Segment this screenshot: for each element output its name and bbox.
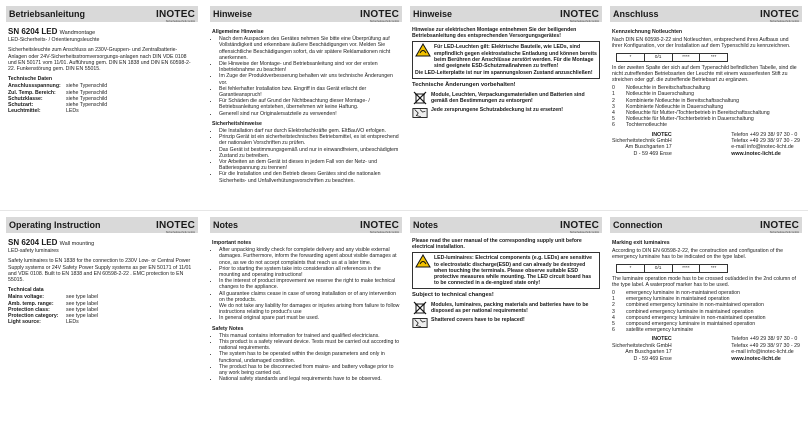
section-header — [210, 6, 402, 22]
marking-title: Kennzeichnung Notleuchten — [612, 29, 683, 35]
website-link[interactable]: www.inotec-licht.de — [731, 150, 781, 157]
list-item: 1 emergency luminaire in maintained operation — [612, 296, 730, 303]
section-title: Anschluss — [613, 9, 659, 19]
list-item: • Generell sind nur Originalersatzteile zu verwenden! — [219, 111, 400, 117]
list-item: • We do not take any liability for damages or injuries arising from failure to follow instructions relating to product's use — [219, 303, 400, 315]
marking-intro: According to DIN EN 60598-2-22, the construction and configuration of the emergency luminaire has to be indicated on the type label. — [612, 248, 784, 261]
tech-row: Leuchtmittel: LEDs — [8, 108, 79, 115]
inotec-logo: INOTEC Sicherheitstechnik GmbH — [560, 219, 599, 234]
esd-warning-box: LED-luminaires: Electrical components (e.g. LEDs) are sensitive to electrostatic discharge(ESD) and can already be destroyed when touching the terminals. Please observe suitable ESD protective measures while mounting. The LED circuit board has to be connected in a de-engized state only! — [412, 252, 600, 289]
cover-note: Shattered covers have to be replaced! — [412, 317, 600, 329]
general-notes-list — [212, 36, 400, 117]
inotec-logo: INOTEC Sicherheitstechnik GmbH — [156, 8, 195, 23]
english-section — [0, 210, 808, 421]
list-item: 3 Kombinierte Notleuchte in Dauerschaltung — [612, 103, 724, 110]
safety-notes-list — [212, 333, 400, 383]
list-item: 0 emergency luminaire in non-maintained operation — [612, 290, 740, 297]
section-title: Hinweise — [213, 9, 253, 19]
list-item: 4 Notleuchte für Mutter-/Tochterbetrieb in Bereitschaftsschaltung — [612, 110, 770, 117]
german-section — [0, 0, 808, 210]
tech-row: Schutzklasse: siehe Typenschild — [8, 95, 108, 102]
section-header — [6, 6, 198, 22]
email-link[interactable]: e-mail info@inotec-licht.de — [731, 144, 794, 151]
list-item: 3 combined emergency luminaire in maintained operation — [612, 308, 754, 315]
tech-data-title: Technical data — [8, 287, 44, 294]
section-header — [210, 217, 402, 233]
marking-mode-text: In der zweiten Spalte der sich auf dem Typenschild befindlichen Tabelle, sind die nicht zutreffenden Betriebsarten der Leuchte mit einem wasserfesten Stift zu streichen oder ggf. die zutreffende Betriebsart zu ergänzen. — [612, 64, 797, 84]
safety-notes-title: Safety Notes — [212, 325, 244, 332]
product-subtitle: LED-Sicherheits- / Orientierungsleuchte — [8, 37, 100, 44]
section-title: Hinweise — [413, 9, 453, 19]
list-item: • Die Hinweise der Montage- und Betriebsanleitung sind vor der ersten Inbetriebnahme zu beachten! — [219, 61, 400, 73]
disposal-note: Modules, luminaires, packing materials and batteries have to be disposed as per national requirements! — [412, 302, 600, 314]
operation-mode-list — [612, 85, 800, 128]
list-item: 2 combined emergency luminaire in non-maintained operation — [612, 302, 764, 309]
installation-hint: Hinweise zur elektrischen Montage entnehmen Sie der beiligenden Betriebsanleitung des entsprechenden Versorgungsgerätes! — [412, 27, 577, 40]
inotec-logo: INOTEC Sicherheitstechnik GmbH — [560, 8, 599, 23]
tech-row: Zul. Temp. Bereich: siehe Typenschild — [8, 89, 108, 96]
column-hints-en — [410, 211, 602, 421]
column-operating-instruction-en — [6, 211, 198, 421]
section-title: Operating Instruction — [9, 220, 101, 230]
list-item: • Vor Arbeiten an dem Gerät ist dieses in jedem Fall von der Netz- und Batteriespannung zu trennen! — [219, 159, 400, 171]
product-name: SN 6204 LED Wandmontage — [8, 27, 96, 36]
list-item: 4 compound emergency luminaire in non-maintained operation — [612, 314, 766, 321]
tech-data-list — [8, 294, 196, 325]
company-contact: INOTEC Sicherheitstechnik GmbH Am Buschgarten 17 D - 59 469 Ense Telefon +49 29 38/ 97 30 - 0 Telefax +49 29 38/ 97 30 - 29 e-mail info@inotec-licht.de www.inotec-licht.de — [612, 336, 800, 362]
important-notes-list — [212, 247, 400, 321]
esd-warning-icon — [415, 255, 431, 267]
type-label-code-table: * 0/1 **** *** — [616, 264, 728, 273]
tech-row: Mains voltage: see type label — [8, 294, 99, 301]
tech-row: Schutzart: siehe Typenschild — [8, 102, 108, 109]
tech-row: Amb. temp. range: see type label — [8, 300, 99, 307]
list-item: • After unpacking kindly check for complete delivery and any visible external damages. Furthermore, inform the forwarding agent about visible damages at once, as we do not accept complaints that reach us at a later time. — [219, 247, 400, 266]
tech-row: Light source: LEDs — [8, 319, 79, 326]
list-item: • Die Installation darf nur durch Elektrofachkräfte gem. EltBauVO erfolgen. — [219, 128, 400, 134]
disposal-note: Module, Leuchten, Verpackungsmaterialien und Batterien sind gemäß den Bestimmungen zu entsorgen! — [412, 92, 600, 104]
marking-mode-text: The luminaire operation mode has to be crossed out/added in the 2nd column of the type label. A waterproof marker has to be used. — [612, 275, 796, 288]
section-title: Connection — [613, 220, 663, 230]
tech-row: Protection class: see type label — [8, 306, 99, 313]
inotec-logo: INOTEC Sicherheitstechnik GmbH — [156, 219, 195, 234]
inotec-logo: INOTEC Sicherheitstechnik GmbH — [760, 219, 799, 234]
technical-changes-note: Technische Änderungen vorbehalten! — [412, 82, 516, 89]
list-item: 1 Notleuchte in Dauerschaltung — [612, 91, 695, 98]
list-item: • Bei fehlerhafter Installation bzw. Eingriff in das Gerät erlischt der Garantieanspruch! — [219, 86, 400, 98]
list-item: • All guarantee claims cease in case of wrong installation or of any intervention on the products. — [219, 291, 400, 303]
list-item: 6 Tochternotleuchte — [612, 122, 667, 129]
list-item: • In general original spare part must be used. — [219, 315, 400, 321]
column-connection-en — [610, 211, 802, 421]
list-item: • The system has to be operated within the design parameters and only in functional, undamaged condition. — [219, 351, 400, 363]
list-item: • This product is a safety relevant device. Tests must be carried out according to national requirements. — [219, 339, 400, 351]
section-title: Notes — [413, 220, 439, 230]
section-header — [6, 217, 198, 233]
product-name: SN 6204 LED Wall mounting — [8, 238, 95, 247]
crossed-bin-icon — [412, 302, 428, 314]
tech-data-title: Technische Daten — [8, 76, 53, 83]
column-connection-de — [610, 0, 802, 210]
section-header — [610, 6, 802, 22]
product-description: Safety luminaires to EN 1838 for the connection to 230V Low- or Central Power Supply systems or 24V Safety Power Supply systems as per EN 50171 of 11/01 and VDE 0108. Built to EN 1838 and EN 60598-2-22 . EMC protection to EN 55015. — [8, 258, 192, 284]
list-item: • The product has to be disconnected from mains- and battery voltage prior to any work being carried out. — [219, 364, 400, 376]
cover-note: Jede zersprungene Schutzabdeckung ist zu ersetzen! — [412, 107, 600, 119]
crossed-bin-icon — [412, 92, 428, 104]
section-header — [410, 6, 602, 22]
list-item: 5 Notleuchte für Mutter-/Tochterbetrieb in Dauerschaltung — [612, 116, 754, 123]
column-notes-de — [210, 0, 402, 210]
list-item: • This manual contains information for trained and qualified electricians. — [219, 333, 400, 339]
type-label-code-table: * 0/1 **** *** — [616, 53, 728, 62]
section-header — [410, 217, 602, 233]
inotec-logo: INOTEC Sicherheitstechnik GmbH — [360, 219, 399, 234]
technical-changes-note: Subject to technical changes! — [412, 292, 494, 299]
list-item: • National safety standards and legal requirements have to be observed. — [219, 376, 400, 382]
email-link[interactable]: e-mail info@inotec-licht.de — [731, 349, 794, 356]
list-item: • Prior to starting the system take into consideration all references in the mounting and operating instructions! — [219, 266, 400, 278]
inotec-logo: INOTEC Sicherheitstechnik GmbH — [360, 8, 399, 23]
important-notes-title: Important notes — [212, 240, 252, 246]
marking-title: Marking exit luminaires — [612, 240, 670, 246]
list-item: • Für Schäden die auf Grund der Nichtbeachtung dieser Montage- / Betriebsanleitung entstehen, übernehmen wir keine Haftung. — [219, 98, 400, 110]
list-item: 2 Kombinierte Notleuchte in Bereitschaftsschaltung — [612, 97, 740, 104]
tech-row: Protection category: see type label — [8, 313, 99, 320]
company-contact: INOTEC Sicherheitstechnik GmbH Am Buschgarten 17 D - 59 469 Ense Telefon +49 29 38/ 97 30 - 0 Telefax +49 29 38/ 97 30 - 29 e-mail info@inotec-licht.de www.inotec-licht.de — [612, 131, 800, 157]
list-item: 0 Notleuchte in Bereitschaftsschaltung — [612, 85, 710, 92]
tech-row: Anschlussspannung: siehe Typenschild — [8, 83, 108, 90]
operation-mode-list — [612, 290, 800, 333]
product-subtitle: LED-safety luminaires — [8, 248, 59, 255]
safety-notes-title: Sicherheitshinweise — [212, 120, 262, 127]
list-item: 6 satellite emergency luminaire — [612, 327, 694, 334]
safety-notes-list — [212, 128, 400, 184]
list-item: • Das Gerät ist bestimmungsgemäß und nur in einwandfreiem, unbeschädigtem Zustand zu betreiben. — [219, 147, 400, 159]
tech-data-list — [8, 83, 196, 114]
list-item: • Für die Installation und den Betrieb dieses Gerätes sind die nationalen Sicherheits- und Unfallverhütungsvorschriften zu beachten. — [219, 171, 400, 183]
circuit-board-note: Die LED-Leiterplatte ist nur im spannungslosen Zustand anzuschließen! — [415, 70, 593, 77]
list-item: • Im Zuge der Produktverbesserung behalten wir uns technische Änderungen vor. — [219, 73, 400, 85]
section-title: Notes — [213, 220, 239, 230]
column-operating-instruction-de — [6, 0, 198, 210]
inotec-logo: INOTEC Sicherheitstechnik GmbH — [760, 8, 799, 23]
installation-hint: Please read the user manual of the corresponding supply unit before electrical installation. — [412, 238, 582, 251]
shattered-cover-icon — [412, 317, 428, 329]
website-link[interactable]: www.inotec-licht.de — [731, 355, 781, 362]
list-item: • Prinzip Gerät ist ein sicherheitstechnisches Betriebsmittel, es ist entsprechend der nationalen Vorschriften zu prüfen. — [219, 134, 400, 146]
column-notes-en — [210, 211, 402, 421]
shattered-cover-icon — [412, 107, 428, 119]
list-item: • In the interest of product improvement we reserve the right to make technical changes to the appliance. — [219, 278, 400, 290]
section-title: Betriebsanleitung — [9, 9, 86, 19]
section-header — [610, 217, 802, 233]
list-item: 5 compound emergency luminaire in maintained operation — [612, 321, 756, 328]
column-hints-de — [410, 0, 602, 210]
list-item: • Nach dem Auspacken des Gerätes nehmen Sie bitte eine Überprüfung auf Vollständigkeit und erkennbare äußere Beschädigungen vor. Melden Sie offensichtliche Beschädigungen sofort, da wir spätere Reklamationen nicht anerkennen. — [219, 36, 400, 61]
product-description: Sicherheitsleuchte zum Anschluss an 230V-Gruppen- und Zentralbatterie-Anlagen oder 24V-Sicherheitsstromversorgungs-anlagen nach DIN VDE 0108 und EN 50171 vom 11/01. Aufführung gem. DIN EN 1838 und DIN EN 60598-2-22. Funkenstörung gem. DIN EN 55015. — [8, 47, 191, 73]
esd-warning-icon — [415, 44, 431, 56]
esd-warning-box: Für LED-Leuchten gilt: Elektrische Bauteile, wie LEDs, sind empfindlich gegen elektrostatische Entladung und können bereits beim Berühren der Anschlüsse zerstört werden. Für die Montage sind geeignete ESD-Schutzmaßnahmen zu treffen! Die LED-Leiterplatte ist nur im spannungslosen Zustand anzuschließen! — [412, 41, 600, 79]
marking-intro: Nach DIN EN 60598-2-22 sind Notleuchten, entsprechend ihres Aufbaus und ihrer Konfiguration, vor der Installation auf dem Typenschild zu kennzeichnen. — [612, 37, 791, 50]
general-notes-title: Allgemeine Hinweise — [212, 29, 264, 35]
